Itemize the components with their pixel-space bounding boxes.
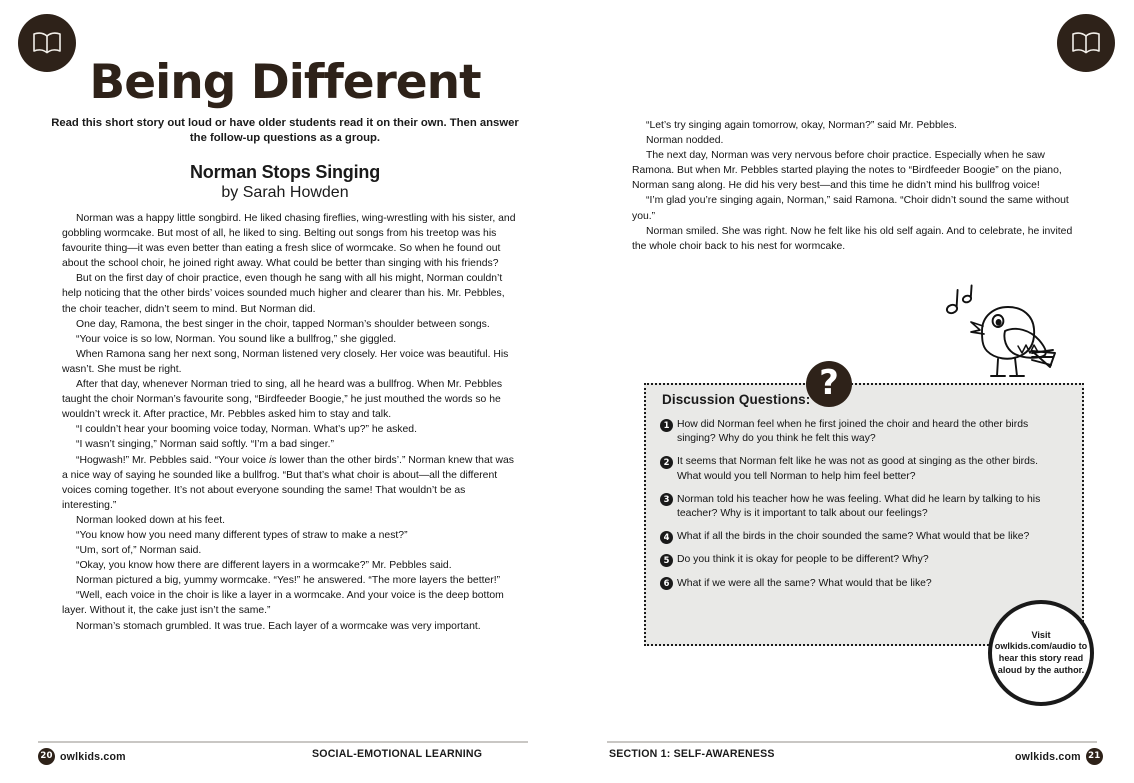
footer-right — [1015, 748, 1103, 765]
audio-link-text: Visit owlkids.com/audio to hear this story read aloud by the author. — [994, 629, 1088, 675]
open-book-icon — [1057, 14, 1115, 72]
story-left-column — [62, 211, 518, 634]
question-number-badge: 2 — [660, 456, 673, 469]
story-paragraph: “Let’s try singing again tomorrow, okay, Norman?” said Mr. Pebbles. — [646, 120, 957, 131]
story-paragraph: “Well, each voice in the choir is like a layer in a wormcake. And your voice is the deep bottom layer. Without it, the cake just isn’t the same.” — [62, 590, 504, 617]
discussion-question — [660, 493, 1060, 521]
footer-site-left: owlkids.com — [60, 750, 126, 763]
story-paragraph: “Okay, you know how there are different layers in a wormcake?” Mr. Pebbles said. — [76, 560, 452, 572]
story-paragraph: The next day, Norman was very nervous before choir practice. Especially when he saw Ramona. But when Mr. Pebbles started playing the notes to “Birdfeeder Boogie” on the piano, Norman sang along. He did his very best—and this time he didn’t mind his bullfrog voice! — [632, 150, 1062, 192]
question-text: Do you think it is okay for people to be different? Why? — [677, 554, 929, 566]
story-paragraph: Norman was a happy little songbird. He liked chasing fireflies, wing-wrestling with his sister, and gobbling wormcake. But most of all, he liked to sing. Belting out songs from his treetop was his favourite thing—it was even better than eating a fresh slice of wormcake. So when he found out about the school choir, he joined right away. What could be better than singing with his friends? — [62, 213, 516, 270]
story-paragraph: One day, Ramona, the best singer in the choir, tapped Norman’s shoulder between songs. — [76, 318, 490, 330]
question-number-badge: 4 — [660, 531, 673, 544]
discussion-question — [660, 577, 1060, 591]
singing-bird-illustration — [935, 283, 1065, 388]
story-paragraph: “Hogwash!” Mr. Pebbles said. “Your voice is lower than the other birds’.” Norman knew that was a nice way of saying he sounded like a bullfrog. “But that’s what choir is about—all the different voices coming together. It’s not about everyone sounding the same! That wouldn’t be as interesting.” — [62, 454, 514, 511]
discussion-question-list — [660, 418, 1060, 600]
page-subtitle: Read this short story out loud or have older students read it on their own. Then answer the follow-up questions as a group. — [51, 117, 519, 144]
story-paragraph: When Ramona sang her next song, Norman listened very closely. Her voice was beautiful. His wasn’t. She must be right. — [62, 348, 509, 375]
discussion-question — [660, 553, 1060, 567]
page-title: Being Different — [89, 55, 481, 110]
story-paragraph: “You know how you need many different types of straw to make a nest?” — [76, 529, 408, 541]
footer-section-left: SOCIAL-EMOTIONAL LEARNING — [312, 748, 483, 760]
question-number-badge: 1 — [660, 419, 673, 432]
footer-site-right: owlkids.com — [1015, 750, 1081, 763]
question-number-badge: 6 — [660, 577, 673, 590]
story-paragraph: “Your voice is so low, Norman. You sound like a bullfrog,” she giggled. — [76, 333, 397, 345]
discussion-heading: Discussion Questions: — [662, 392, 811, 407]
question-mark-icon: ? — [806, 361, 852, 407]
question-number-badge: 3 — [660, 493, 673, 506]
story-right-column — [632, 118, 1084, 254]
discussion-question — [660, 418, 1060, 446]
question-text: What if we were all the same? What would that be like? — [677, 577, 932, 589]
story-paragraph: Norman pictured a big, yummy wormcake. “Yes!” he answered. “The more layers the better!” — [76, 575, 501, 587]
story-title: Norman Stops Singing — [189, 162, 380, 182]
page-number-badge: 20 — [38, 748, 55, 765]
footer-section-right: SECTION 1: SELF-AWARENESS — [609, 748, 775, 760]
story-paragraph: “I’m glad you’re singing again, Norman,” said Ramona. “Choir didn’t sound the same without you.” — [632, 195, 1069, 222]
question-number-badge: 5 — [660, 554, 673, 567]
footer-rule-right — [607, 741, 1097, 743]
story-paragraph: Norman looked down at his feet. — [76, 514, 226, 526]
story-paragraph: “Um, sort of,” Norman said. — [76, 545, 202, 557]
question-text: Norman told his teacher how he was feeling. What did he learn by talking to his teacher? Why is it important to talk about our feelings? — [677, 493, 1041, 520]
story-paragraph: Norman smiled. She was right. Now he felt like his old self again. And to celebrate, he invited the whole choir back to his nest for wormcake. — [632, 225, 1073, 252]
audio-link-badge[interactable] — [988, 600, 1094, 706]
question-text: What if all the birds in the choir sounded the same? What would that be like? — [677, 531, 1030, 543]
story-paragraph: But on the first day of choir practice, even though he sang with all his might, Norman couldn’t help noticing that the other birds’ voices sounded much higher and clearer than his. Mr. Pebbles, the choir teacher, didn’t seem to mind. But Norman did. — [62, 273, 505, 315]
story-paragraph: After that day, whenever Norman tried to sing, all he heard was a bullfrog. When Mr. Pebbles taught the choir Norman’s favourite song, “Birdfeeder Boogie,” he just mouthed the words so he wouldn’t wreck it. After practice, Mr. Pebbles asked him to stay and talk. — [62, 379, 503, 421]
story-paragraph: “I couldn’t hear your booming voice today, Norman. What’s up?” he asked. — [76, 424, 417, 436]
story-paragraph: Norman’s stomach grumbled. It was true. Each layer of a wormcake was very important. — [76, 620, 481, 632]
story-paragraph: “I wasn’t singing,” Norman said softly. “I’m a bad singer.” — [76, 439, 334, 451]
question-text: It seems that Norman felt like he was not as good at singing as the other birds. What would you tell Norman to help him feel better? — [677, 456, 1038, 482]
discussion-question — [660, 455, 1060, 483]
page-number-badge: 21 — [1086, 748, 1103, 765]
footer-rule-left — [38, 741, 528, 743]
story-paragraph: Norman nodded. — [646, 135, 724, 147]
discussion-question — [660, 530, 1060, 544]
story-byline: by Sarah Howden — [221, 184, 349, 201]
question-text: How did Norman feel when he first joined the choir and heard the other birds singing? Why do you think he felt this way? — [677, 419, 1029, 445]
footer-left — [38, 748, 126, 765]
